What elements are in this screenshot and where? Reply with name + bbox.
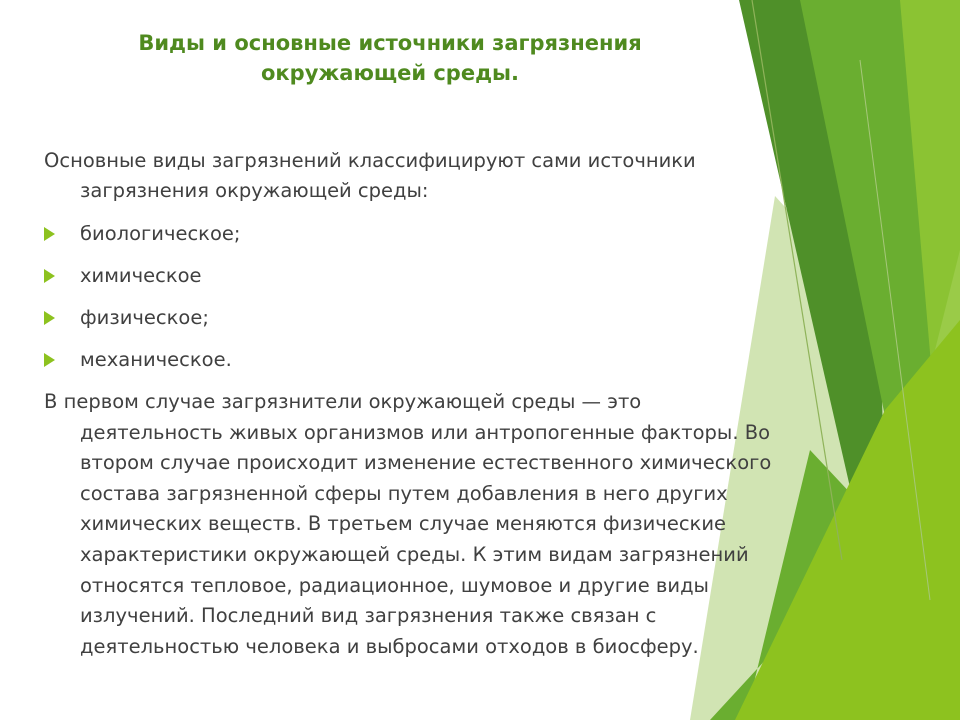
slide-title: Виды и основные источники загрязнения окружающей среды.	[138, 31, 642, 85]
triangle-bullet-icon	[44, 353, 55, 367]
list-item-label: биологическое;	[80, 222, 241, 245]
list-item	[44, 219, 784, 249]
slide-content	[44, 146, 784, 662]
intro-paragraph: Основные виды загрязнений классифицируют сами источники загрязнения окружающей среды:	[44, 149, 696, 202]
triangle-bullet-icon	[44, 227, 55, 241]
list-item-label: физическое;	[80, 306, 209, 329]
list-item	[44, 345, 784, 375]
triangle-bullet-icon	[44, 311, 55, 325]
list-item	[44, 261, 784, 291]
body-paragraph: В первом случае загрязнители окружающей среды — это деятельность живых организмов или антропогенные факторы. Во втором случае происходит изменение естественного химического состава загрязненной сферы путем добавления в него других химических веществ. В третьем случае меняются физические характеристики окружающей среды. К этим видам загрязнений относятся тепловое, радиационное, шумовое и другие виды излучений. Последний вид загрязнения также связан с деятельностью человека и выбросами отходов в биосферу.	[44, 390, 772, 658]
list-item-label: механическое.	[80, 348, 232, 371]
triangle-bullet-icon	[44, 269, 55, 283]
list-item	[44, 303, 784, 333]
list-item-label: химическое	[80, 264, 202, 287]
pollution-types-list	[44, 219, 784, 375]
